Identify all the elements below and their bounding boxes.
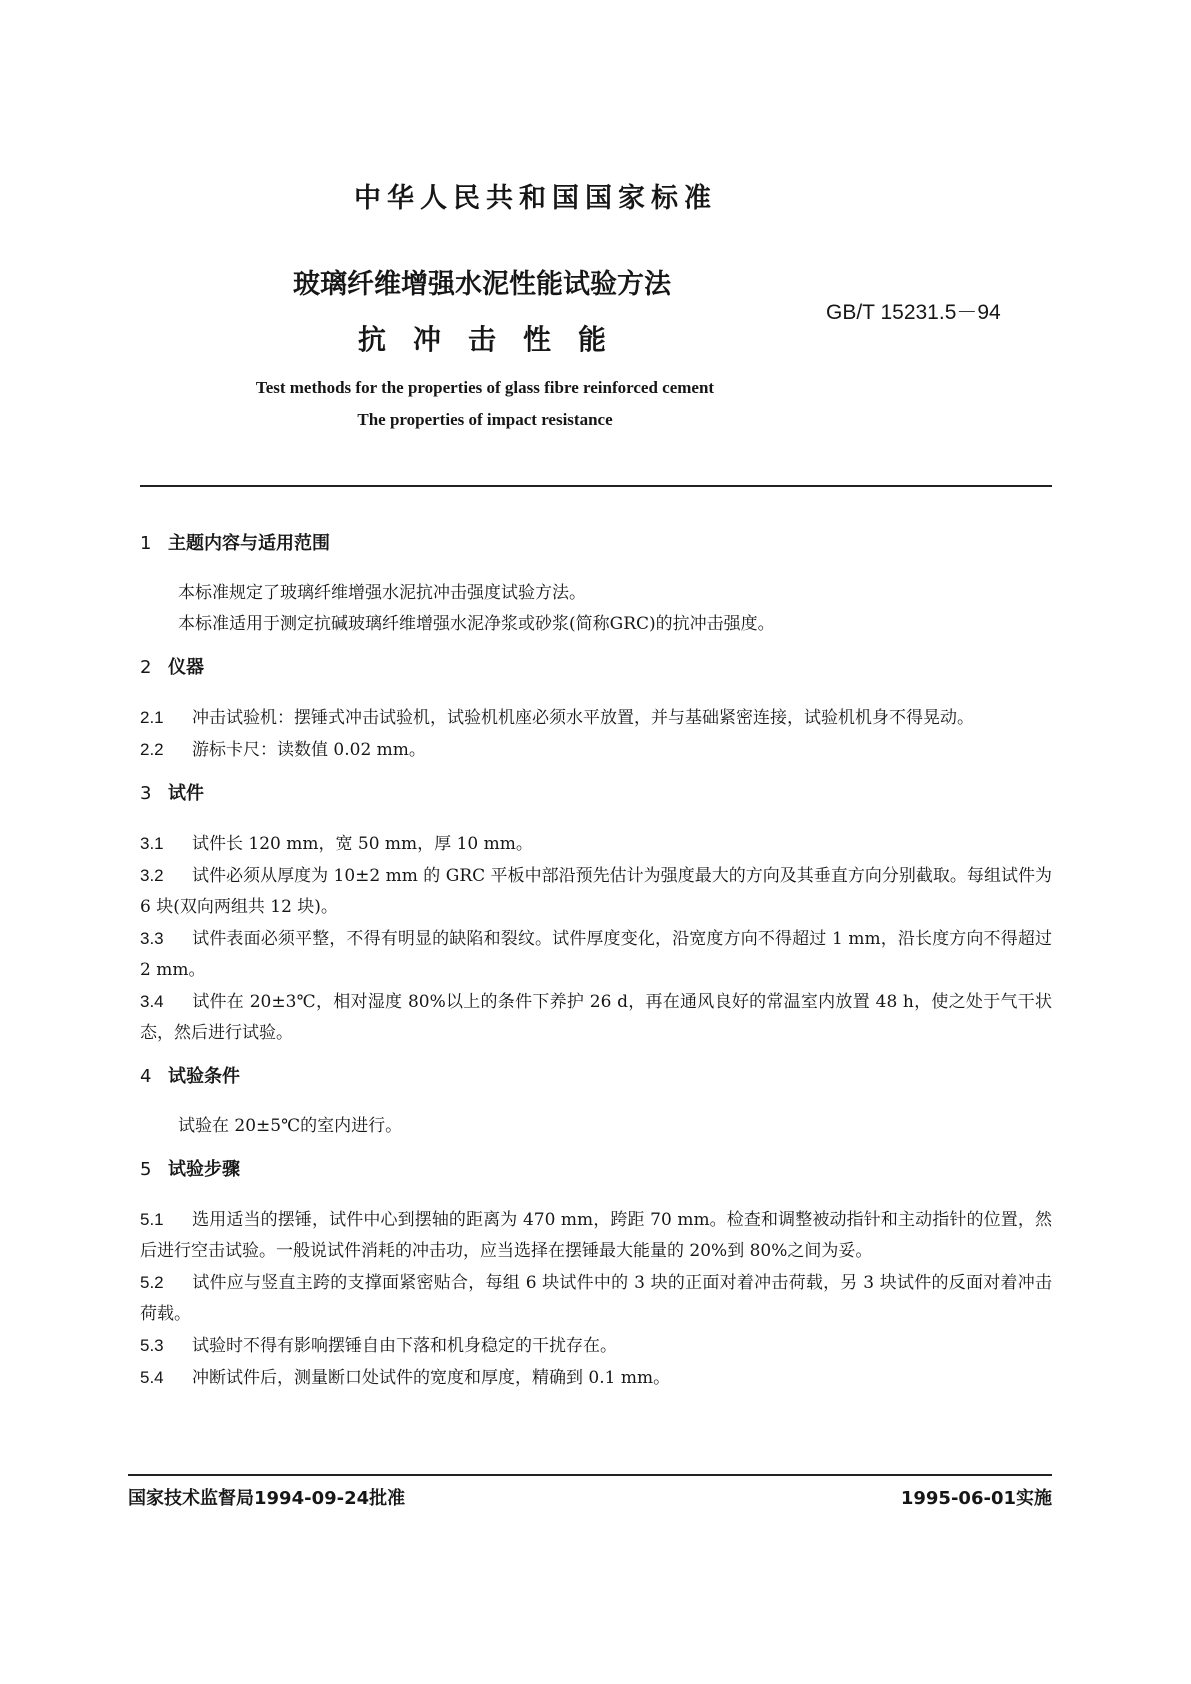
clause-number: 5.4 (140, 1368, 164, 1387)
document-body (140, 530, 1052, 1394)
clause (140, 1362, 1052, 1394)
header-divider (140, 485, 1052, 487)
section-heading (140, 780, 1052, 828)
document-subtitle-zh: 抗冲击性能 (357, 323, 633, 356)
paragraph: 本标准规定了玻璃纤维增强水泥抗冲击强度试验方法。 (178, 583, 586, 603)
section-number: 4 (140, 1066, 152, 1087)
footer-divider (128, 1474, 1052, 1476)
section-title: 试验步骤 (168, 1159, 240, 1180)
document-title-zh: 玻璃纤维增强水泥性能试验方法 (293, 269, 671, 300)
clause (140, 828, 1052, 860)
clause-number: 3.3 (140, 929, 164, 948)
effective-date: 1995-06-01实施 (900, 1488, 1052, 1509)
section-title: 试件 (168, 783, 204, 804)
national-standard-title: 中华人民共和国国家标准 (354, 183, 717, 214)
clause (140, 986, 1052, 1049)
clause (140, 734, 1052, 766)
clause (140, 1204, 1052, 1267)
clause-text: 试件应与竖直主跨的支撑面紧密贴合，每组 6 块试件中的 3 块的正面对着冲击荷载，另 3 块试件的反面对着冲击荷载。 (140, 1273, 1052, 1324)
clause-text: 游标卡尺：读数值 0.02 mm。 (192, 740, 426, 760)
clause-number: 3.4 (140, 992, 164, 1011)
section-title: 试验条件 (168, 1066, 240, 1087)
clause (140, 1330, 1052, 1362)
section-number: 1 (140, 533, 152, 554)
clause (140, 702, 1052, 734)
section-title: 主题内容与适用范围 (168, 533, 330, 554)
clause-number: 3.2 (140, 866, 164, 885)
clause-number: 2.2 (140, 740, 164, 759)
approval-date: 国家技术监督局1994-09-24批准 (128, 1488, 406, 1509)
clause-text: 选用适当的摆锤，试件中心到摆轴的距离为 470 mm，跨距 70 mm。检查和调整被动指针和主动指针的位置，然后进行空击试验。一般说试件消耗的冲击功，应当选择在摆锤最大能量的 20%到 80%之间为妥。 (140, 1210, 1052, 1261)
clause-number: 5.1 (140, 1210, 164, 1229)
clause (140, 923, 1052, 986)
clause-text: 试件在 20±3℃，相对湿度 80%以上的条件下养护 26 d，再在通风良好的常温室内放置 48 h，使之处于气干状态，然后进行试验。 (140, 992, 1052, 1043)
section-number: 5 (140, 1159, 152, 1180)
clause-text: 试件必须从厚度为 10±2 mm 的 GRC 平板中部沿预先估计为强度最大的方向及其垂直方向分别截取。每组试件为 6 块(双向两组共 12 块)。 (140, 866, 1052, 917)
paragraph: 本标准适用于测定抗碱玻璃纤维增强水泥净浆或砂浆(简称GRC)的抗冲击强度。 (178, 614, 775, 634)
clause (140, 860, 1052, 923)
section-heading (140, 530, 1052, 578)
clause-text: 试件表面必须平整，不得有明显的缺陷和裂纹。试件厚度变化，沿宽度方向不得超过 1 mm，沿长度方向不得超过 2 mm。 (140, 929, 1052, 980)
clause-number: 5.2 (140, 1273, 164, 1292)
section-title: 仪器 (168, 657, 204, 678)
section-heading (140, 1156, 1052, 1204)
clause-text: 冲击试验机：摆锤式冲击试验机，试验机机座必须水平放置，并与基础紧密连接，试验机机身不得晃动。 (192, 708, 974, 728)
clause-number: 3.1 (140, 834, 164, 853)
section-heading (140, 654, 1052, 702)
standard-code: GB/T 15231.5－94 (826, 301, 1001, 324)
clause-number: 2.1 (140, 708, 164, 727)
section-number: 3 (140, 783, 152, 804)
clause-text: 试件长 120 mm，宽 50 mm，厚 10 mm。 (192, 834, 533, 854)
clause (140, 1267, 1052, 1330)
section-number: 2 (140, 657, 152, 678)
document-subtitle-en: The properties of impact resistance (357, 410, 613, 429)
clause-text: 试验时不得有影响摆锤自由下落和机身稳定的干扰存在。 (192, 1336, 617, 1356)
clause-text: 冲断试件后，测量断口处试件的宽度和厚度，精确到 0.1 mm。 (192, 1368, 671, 1388)
paragraph: 试验在 20±5℃的室内进行。 (178, 1116, 403, 1136)
section-heading (140, 1063, 1052, 1111)
clause-number: 5.3 (140, 1336, 164, 1355)
document-title-en: Test methods for the properties of glass fibre reinforced cement (255, 378, 715, 397)
